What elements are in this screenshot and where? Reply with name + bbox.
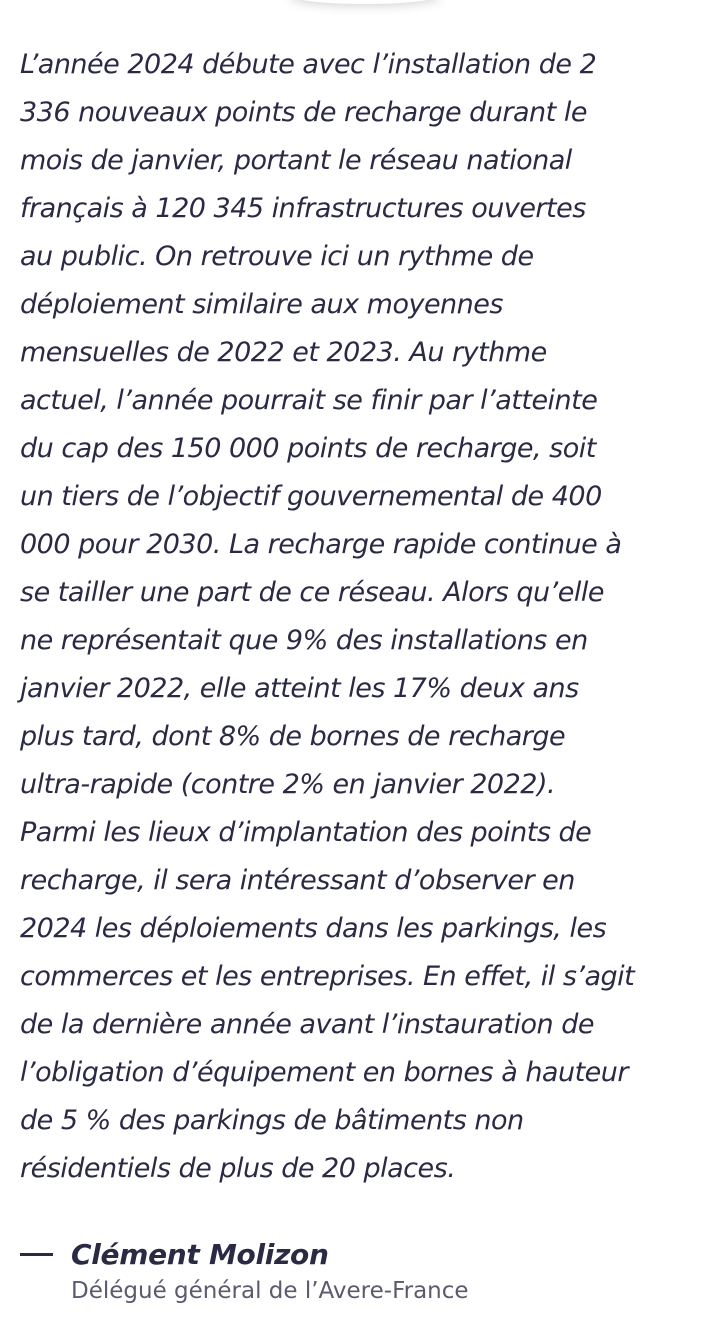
quote-line: recharge, il sera intéressant d’observer en: [20, 865, 575, 896]
quote-line: plus tard, dont 8% de bornes de recharge: [20, 721, 566, 752]
quote-line: commerces et les entreprises. En effet, il s’agit: [20, 961, 635, 992]
quote-line: au public. On retrouve ici un rythme de: [20, 241, 534, 272]
quote-line: ultra-rapide (contre 2% en janvier 2022).: [20, 769, 556, 800]
quote-line: l’obligation d’équipement en bornes à hauteur: [20, 1057, 629, 1088]
quote-line: mensuelles de 2022 et 2023. Au rythme: [20, 337, 547, 368]
quote-line: actuel, l’année pourrait se finir par l’atteinte: [20, 385, 598, 416]
quote-line: se tailler une part de ce réseau. Alors qu’elle: [20, 577, 604, 608]
quote-line: français à 120 345 infrastructures ouvertes: [20, 193, 586, 224]
quote-line: de la dernière année avant l’instauration de: [20, 1009, 594, 1040]
quote-line: mois de janvier, portant le réseau national: [20, 145, 572, 176]
author-role: Délégué général de l’Avere-France: [71, 1278, 469, 1304]
quote-line: de 5 % des parkings de bâtiments non: [20, 1105, 524, 1136]
quote-line: déploiement similaire aux moyennes: [20, 289, 503, 320]
em-dash-divider: [20, 1253, 53, 1256]
quote-line: 336 nouveaux points de recharge durant le: [20, 97, 587, 128]
quote-paragraph: [20, 41, 710, 1193]
quote-line: du cap des 150 000 points de recharge, soit: [20, 433, 596, 464]
author-name: Clément Molizon: [71, 1237, 329, 1271]
author-row: [20, 1230, 710, 1278]
quote-line: L’année 2024 débute avec l’installation de 2: [20, 49, 597, 80]
quote-line: janvier 2022, elle atteint les 17% deux ans: [20, 673, 579, 704]
quote-line: Parmi les lieux d’implantation des points de: [20, 817, 592, 848]
quote-line: 2024 les déploiements dans les parkings, les: [20, 913, 607, 944]
quote-attribution: [20, 1230, 710, 1304]
header-shadow-divider: [290, 0, 440, 4]
quote-line: ne représentait que 9% des installations en: [20, 625, 588, 656]
quote-line: résidentiels de plus de 20 places.: [20, 1153, 456, 1184]
quote-line: un tiers de l’objectif gouvernemental de 400: [20, 481, 602, 512]
quote-line: 000 pour 2030. La recharge rapide continue à: [20, 529, 622, 560]
